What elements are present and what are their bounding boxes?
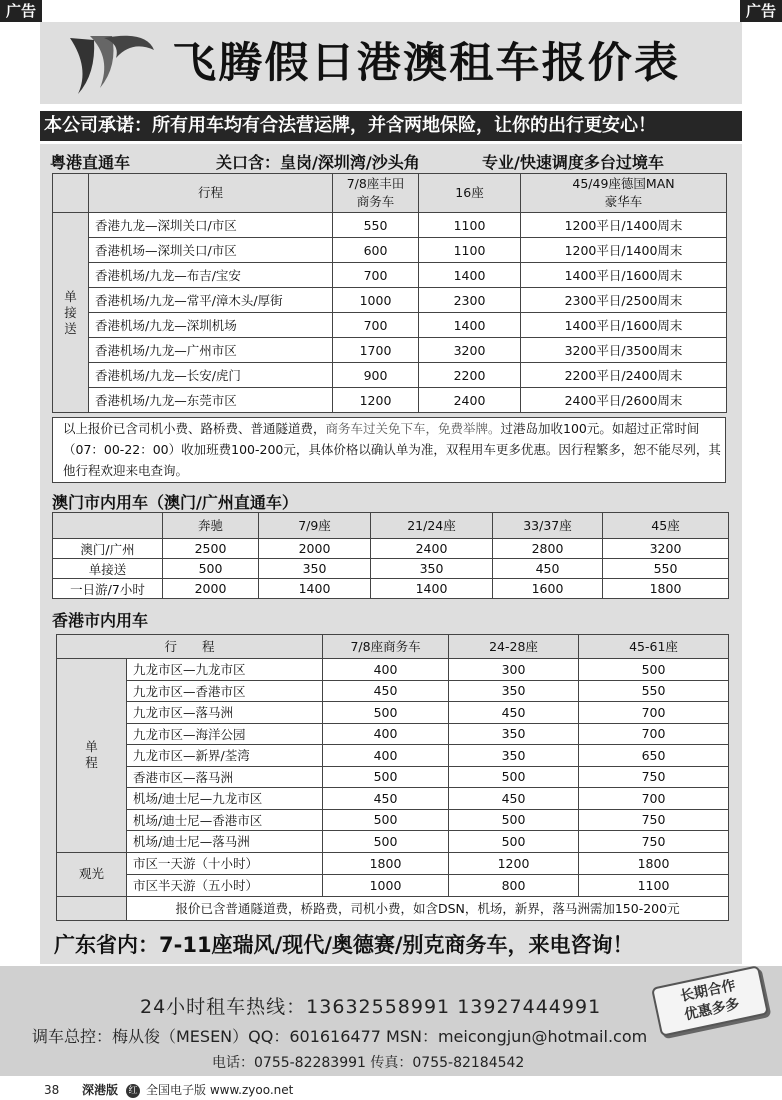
route-cell: 香港机场/九龙—广州市区	[89, 338, 333, 363]
macau-price-table	[52, 512, 729, 599]
section-title-macau: 澳门市内用车（澳门/广州直通车）	[52, 493, 298, 512]
price-cell: 500	[579, 659, 729, 681]
price-cell: 2400	[371, 539, 493, 559]
price-cell: 2200	[419, 363, 521, 388]
price-cell: 2300平日/2500周末	[521, 288, 727, 313]
column-header: 行 程	[57, 635, 323, 659]
guangdong-hk-note	[52, 417, 726, 483]
price-cell: 400	[323, 745, 449, 767]
price-cell: 1400	[259, 579, 371, 599]
table-row	[53, 288, 727, 313]
badge-line-2: 优惠多多	[682, 996, 741, 1024]
price-cell: 1800	[603, 579, 729, 599]
phone-fax-text: 电话：0755-82283991 传真：0755-82184542	[212, 1055, 525, 1071]
route-cell: 市区半天游（五小时）	[127, 874, 323, 896]
dispatcher-text: 调车总控：梅从俊（MESEN）QQ：601616477 MSN：meicongjun@hotmail.com	[32, 1027, 648, 1046]
route-cell: 香港机场/九龙—深圳机场	[89, 313, 333, 338]
table-row	[53, 559, 729, 579]
table-row	[57, 831, 729, 853]
price-cell: 2200平日/2400周末	[521, 363, 727, 388]
website-text: 全国电子版 www.zyoo.net	[146, 1083, 294, 1097]
price-cell: 600	[333, 238, 419, 263]
slogan-label: 专业/快速调度多台过境车	[482, 153, 664, 172]
price-cell: 1700	[333, 338, 419, 363]
route-cell: 香港机场/九龙—常平/漳木头/厚街	[89, 288, 333, 313]
column-header: 7/8座商务车	[323, 635, 449, 659]
route-cell: 机场/迪士尼—香港市区	[127, 809, 323, 831]
note-spacer	[57, 896, 127, 920]
header-banner	[40, 22, 742, 104]
price-cell: 500	[449, 809, 579, 831]
table-row	[57, 659, 729, 681]
price-cell: 1000	[323, 874, 449, 896]
price-cell: 1000	[333, 288, 419, 313]
column-header: 7/9座	[259, 513, 371, 539]
row-group-single-transfer: 单 接 送	[53, 213, 89, 413]
price-cell: 700	[333, 263, 419, 288]
price-cell: 1800	[323, 852, 449, 874]
route-cell: 九龙市区—香港市区	[127, 680, 323, 702]
price-cell: 1800	[579, 852, 729, 874]
table-header-row	[57, 635, 729, 659]
price-cell: 650	[579, 745, 729, 767]
price-cell: 2500	[163, 539, 259, 559]
price-cell: 500	[449, 831, 579, 853]
price-cell: 1400	[419, 263, 521, 288]
ad-label-right: 广告	[740, 0, 782, 22]
route-cell: 机场/迪士尼—落马洲	[127, 831, 323, 853]
column-header: 奔驰	[163, 513, 259, 539]
price-cell: 1400	[371, 579, 493, 599]
promo-badge	[651, 965, 769, 1037]
table-row	[57, 723, 729, 745]
route-cell: 九龙市区—海洋公园	[127, 723, 323, 745]
table-row	[57, 852, 729, 874]
price-cell: 350	[449, 680, 579, 702]
hotline-text: 24小时租车热线：13632558991 13927444991	[140, 996, 602, 1018]
table-row	[57, 874, 729, 896]
table-row	[53, 263, 727, 288]
page-title: 飞腾假日港澳租车报价表	[172, 38, 681, 87]
badge-line-1: 长期合作	[678, 977, 737, 1005]
route-cell: 九龙市区—落马洲	[127, 702, 323, 724]
column-header: 7/8座丰田 商务车	[333, 174, 419, 213]
route-cell: 市区一天游（十小时）	[127, 852, 323, 874]
price-cell: 2000	[259, 539, 371, 559]
price-cell: 1400	[419, 313, 521, 338]
table-row	[53, 338, 727, 363]
price-cell: 550	[579, 680, 729, 702]
table-row	[57, 766, 729, 788]
route-cell: 香港市区—落马洲	[127, 766, 323, 788]
route-cell: 香港九龙—深圳关口/市区	[89, 213, 333, 238]
price-cell: 2400平日/2600周末	[521, 388, 727, 413]
note-part-3: 过港岛加收100元。如超过正常时间（07：00-22：00）收加班费100-200元，具体价格以确认单为准，双程用车更多优惠。因行程繁多，恕不能尽列，其他行程欢迎来电查询。	[63, 421, 721, 478]
price-cell: 1100	[419, 238, 521, 263]
service-cell: 单接送	[53, 559, 163, 579]
price-cell: 1400平日/1600周末	[521, 263, 727, 288]
price-cell: 450	[449, 702, 579, 724]
price-cell: 1200	[449, 852, 579, 874]
price-cell: 800	[449, 874, 579, 896]
note-row	[57, 896, 729, 920]
corner-cell	[53, 174, 89, 213]
table-row	[53, 388, 727, 413]
section-title-guangdong-hk: 粤港直通车	[50, 153, 131, 172]
hk-city-price-table	[56, 634, 729, 921]
page-footer-bar	[0, 1080, 782, 1100]
column-header: 45座	[603, 513, 729, 539]
price-cell: 2400	[419, 388, 521, 413]
page-number: 38	[44, 1083, 60, 1097]
ports-label: 关口含：皇岗/深圳湾/沙头角	[216, 153, 420, 172]
price-cell: 350	[449, 723, 579, 745]
price-cell: 1100	[579, 874, 729, 896]
guangdong-province-line: 广东省内：7-11座瑞风/现代/奥德赛/别克商务车，来电咨询！	[40, 930, 742, 964]
price-cell: 3200	[419, 338, 521, 363]
price-cell: 3200	[603, 539, 729, 559]
price-cell: 300	[449, 659, 579, 681]
table-row	[53, 213, 727, 238]
price-cell: 500	[323, 766, 449, 788]
column-header: 24-28座	[449, 635, 579, 659]
price-cell: 1400平日/1600周末	[521, 313, 727, 338]
column-header: 33/37座	[493, 513, 603, 539]
price-cell: 550	[603, 559, 729, 579]
row-group-sightseeing: 观光	[57, 852, 127, 896]
route-cell: 香港机场—深圳关口/市区	[89, 238, 333, 263]
price-cell: 700	[333, 313, 419, 338]
table-row	[57, 702, 729, 724]
row-group-single-trip: 单 程	[57, 659, 127, 853]
table-header-row	[53, 513, 729, 539]
contact-footer	[0, 966, 782, 1076]
price-cell: 900	[333, 363, 419, 388]
price-cell: 500	[323, 831, 449, 853]
price-cell: 400	[323, 659, 449, 681]
service-cell: 澳门/广州	[53, 539, 163, 559]
price-cell: 1200	[333, 388, 419, 413]
price-cell: 3200平日/3500周末	[521, 338, 727, 363]
route-cell: 九龙市区—九龙市区	[127, 659, 323, 681]
price-cell: 1600	[493, 579, 603, 599]
price-cell: 2000	[163, 579, 259, 599]
table-row	[53, 363, 727, 388]
price-cell: 450	[323, 680, 449, 702]
price-cell: 1200平日/1400周末	[521, 213, 727, 238]
company-logo-icon	[60, 28, 160, 100]
price-cell: 450	[323, 788, 449, 810]
promise-banner: 本公司承诺：所有用车均有合法营运牌，并含两地保险，让你的出行更安心！	[40, 111, 742, 141]
price-cell: 1100	[419, 213, 521, 238]
service-cell: 一日游/7小时	[53, 579, 163, 599]
price-cell: 2800	[493, 539, 603, 559]
guangdong-hk-price-table	[52, 173, 727, 413]
column-header	[53, 513, 163, 539]
price-cell: 400	[323, 723, 449, 745]
table-row	[53, 313, 727, 338]
edition-label: 深港版	[82, 1083, 119, 1097]
hk-city-note: 报价已含普通隧道费，桥路费，司机小费，如含DSN，机场，新界，落马洲需加150-200元	[127, 896, 729, 920]
price-cell: 350	[371, 559, 493, 579]
ad-label-left: 广告	[0, 0, 42, 22]
price-cell: 550	[333, 213, 419, 238]
table-header-row	[53, 174, 727, 213]
route-cell: 香港机场/九龙—东莞市区	[89, 388, 333, 413]
price-cell: 350	[449, 745, 579, 767]
price-cell: 500	[323, 809, 449, 831]
price-cell: 750	[579, 831, 729, 853]
table-row	[57, 745, 729, 767]
price-cell: 750	[579, 766, 729, 788]
publisher-logo-icon: 红	[126, 1080, 140, 1100]
route-cell: 香港机场/九龙—布吉/宝安	[89, 263, 333, 288]
price-cell: 700	[579, 723, 729, 745]
table-row	[57, 788, 729, 810]
column-header: 45-61座	[579, 635, 729, 659]
price-cell: 750	[579, 809, 729, 831]
section-title-hk-city: 香港市内用车	[52, 611, 149, 630]
table-row	[53, 539, 729, 559]
route-cell: 九龙市区—新界/荃湾	[127, 745, 323, 767]
column-header: 21/24座	[371, 513, 493, 539]
column-header: 16座	[419, 174, 521, 213]
price-cell: 500	[323, 702, 449, 724]
route-cell: 香港机场/九龙—长安/虎门	[89, 363, 333, 388]
table-row	[53, 238, 727, 263]
column-header: 行程	[89, 174, 333, 213]
price-cell: 1200平日/1400周末	[521, 238, 727, 263]
price-cell: 350	[259, 559, 371, 579]
price-cell: 500	[163, 559, 259, 579]
price-cell: 700	[579, 788, 729, 810]
note-part-1: 以上报价已含司机小费、路桥费、普通隧道费，	[63, 421, 326, 436]
price-cell: 700	[579, 702, 729, 724]
route-cell: 机场/迪士尼—九龙市区	[127, 788, 323, 810]
price-cell: 450	[449, 788, 579, 810]
table-row	[57, 680, 729, 702]
table-row	[57, 809, 729, 831]
column-header: 45/49座德国MAN 豪华车	[521, 174, 727, 213]
note-part-2: 商务车过关免下车，免费举牌。	[325, 421, 501, 436]
price-cell: 500	[449, 766, 579, 788]
table-row	[53, 579, 729, 599]
price-cell: 450	[493, 559, 603, 579]
price-cell: 2300	[419, 288, 521, 313]
